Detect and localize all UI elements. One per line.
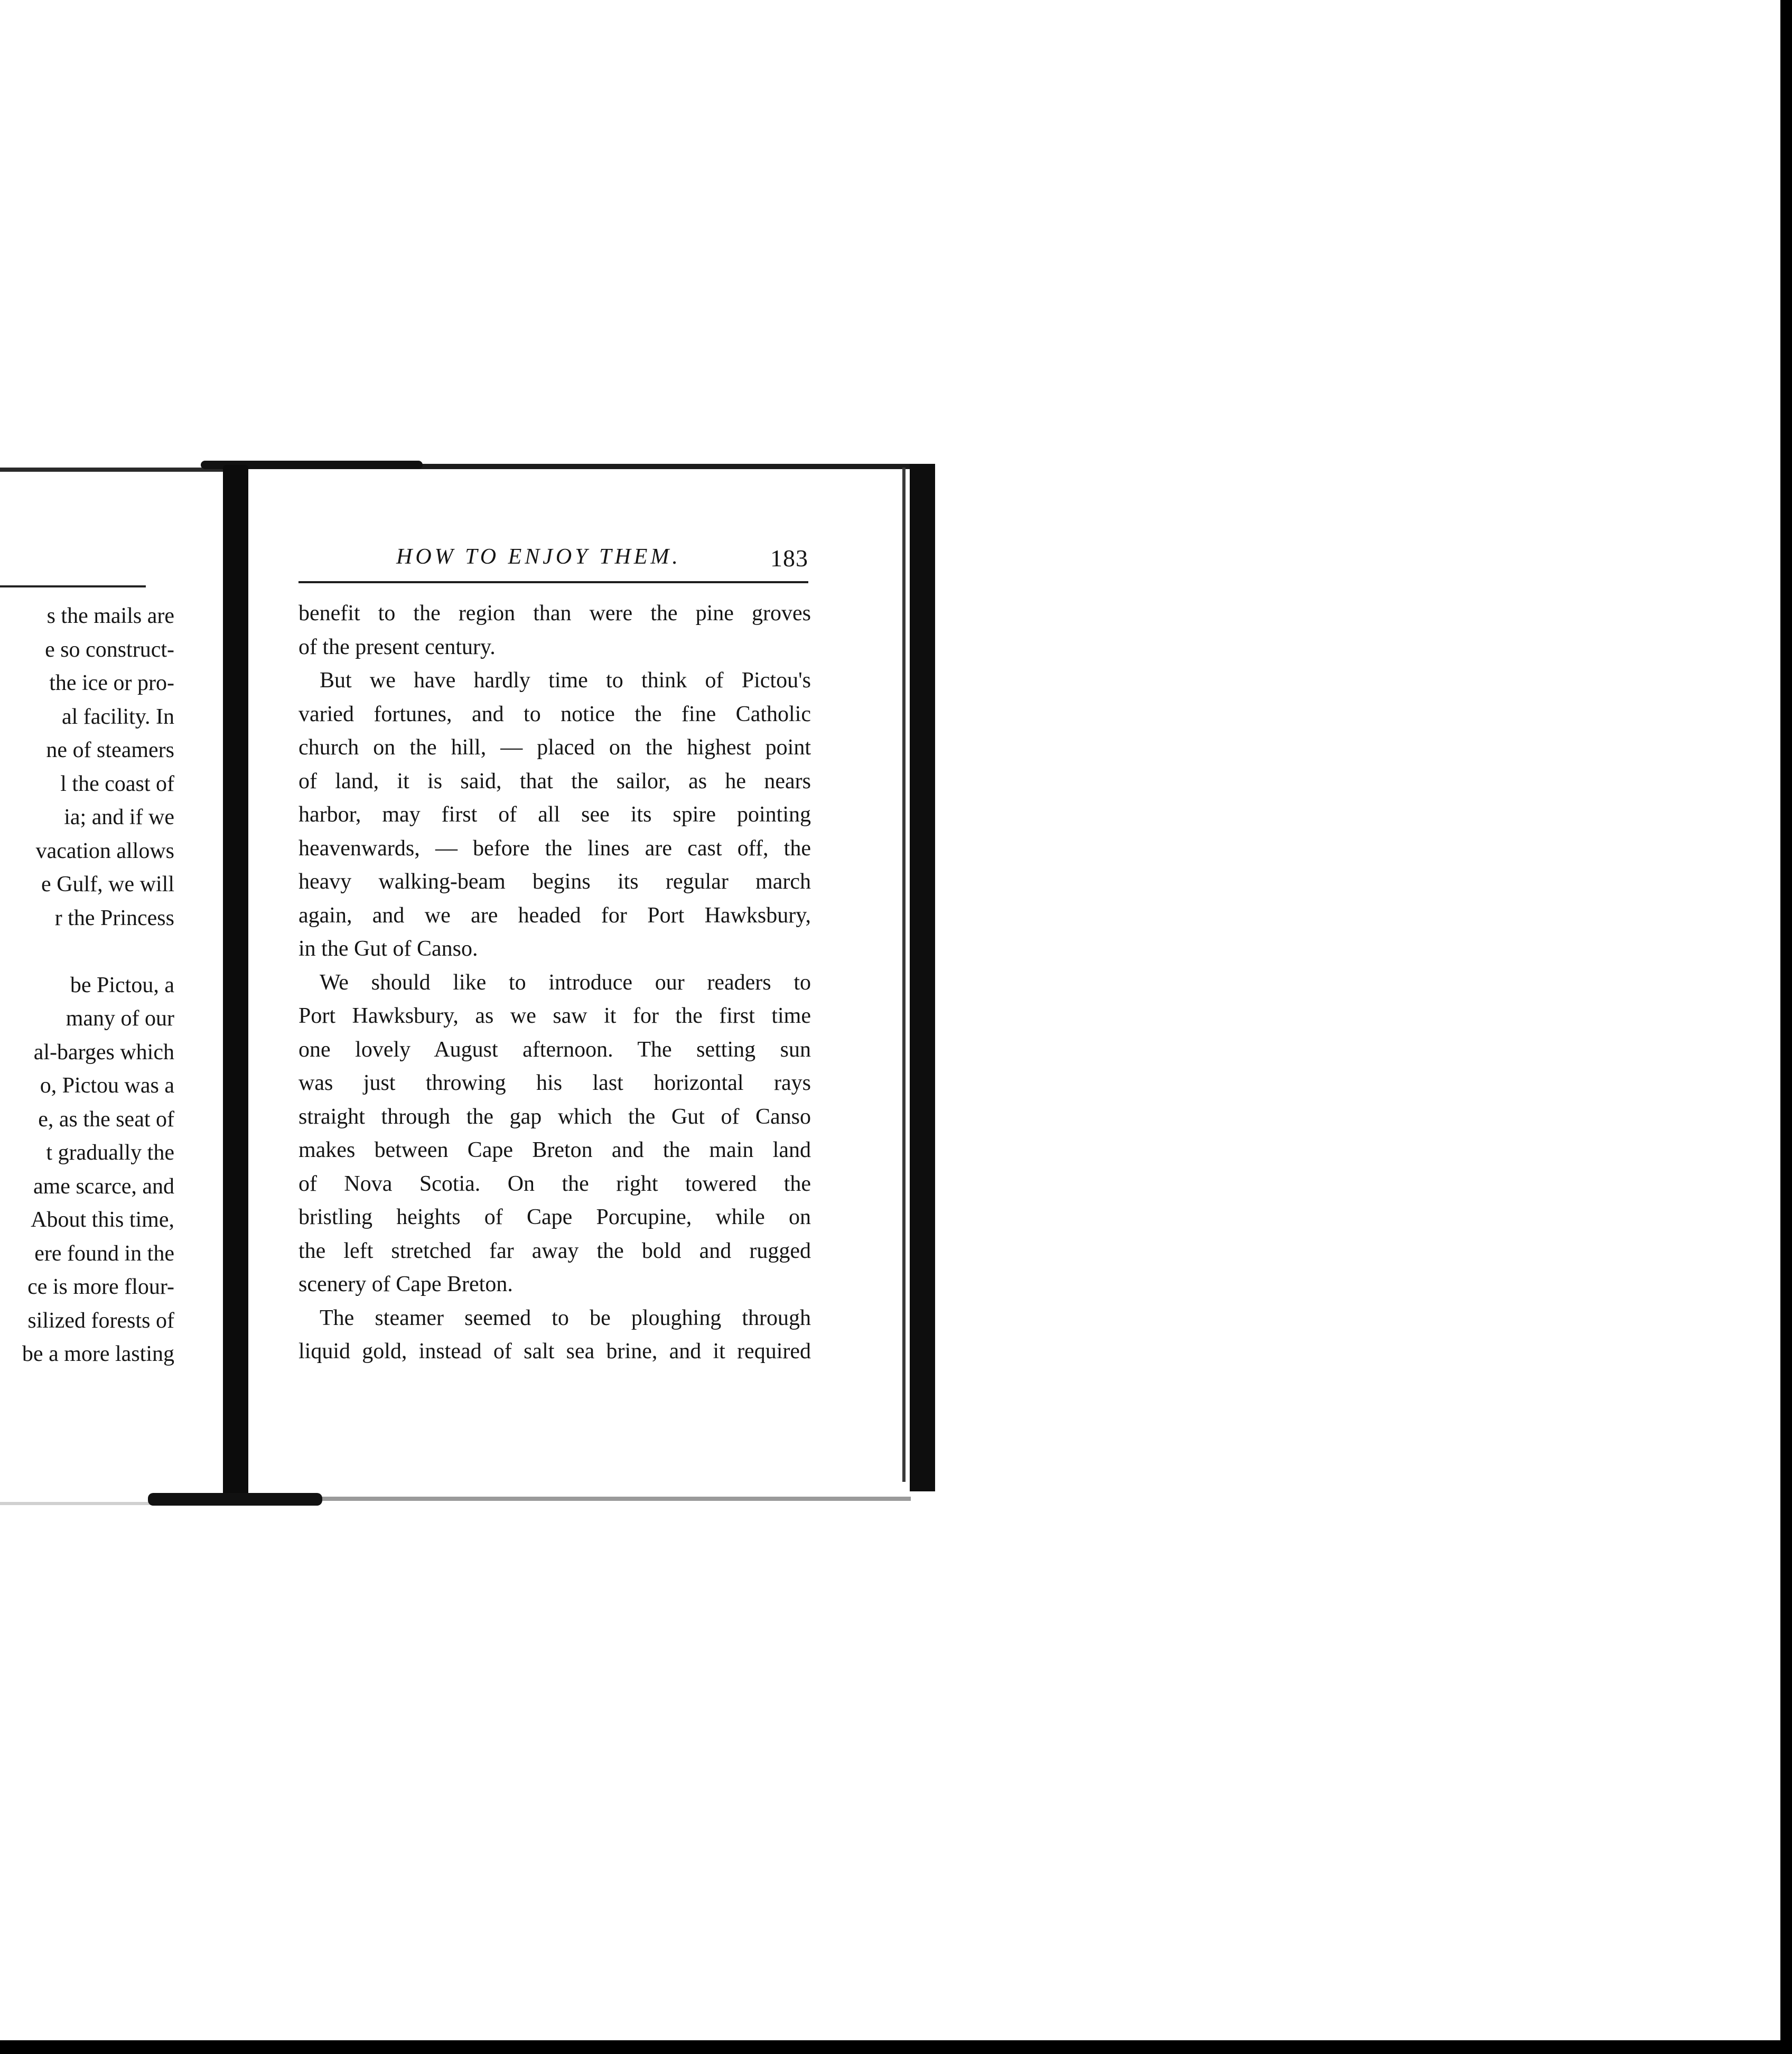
running-head-title: HOW TO ENJOY THEM.	[396, 545, 681, 569]
page-number: 183	[770, 545, 808, 572]
left-page-line: vacation allows	[35, 838, 174, 863]
text-line: We should like to introduce our readers to	[320, 970, 811, 995]
text-line: makes between Cape Breton and the main land	[298, 1138, 811, 1162]
scan-edge-right	[1780, 0, 1792, 2054]
text-line: The steamer seemed to be ploughing through	[320, 1305, 811, 1330]
left-page-line: l the coast of	[60, 771, 174, 796]
text-line: bristling heights of Cape Porcupine, while on	[298, 1205, 811, 1229]
text-line: of Nova Scotia. On the right towered the	[298, 1171, 811, 1196]
text-line: of land, it is said, that the sailor, as he nears	[298, 769, 811, 793]
text-line: harbor, may first of all see its spire pointing	[298, 802, 811, 827]
text-line: heavenwards, — before the lines are cast off, the	[298, 836, 811, 861]
text-line: straight through the gap which the Gut of Canso	[298, 1104, 811, 1129]
left-page-line: be Pictou, a	[70, 973, 174, 997]
book-spine-bottom	[148, 1493, 322, 1506]
left-page-line: al-barges which	[33, 1040, 174, 1065]
text-line: varied fortunes, and to notice the fine Catholic	[298, 702, 811, 726]
text-line: of the present century.	[298, 634, 496, 659]
text-line: Port Hawksbury, as we saw it for the first time	[298, 1004, 811, 1028]
page-edge-line	[902, 468, 906, 1482]
left-page-head-rule	[0, 585, 146, 587]
book-gutter	[223, 465, 248, 1506]
left-page-text	[0, 600, 174, 1371]
left-page-line: e so construct-	[45, 637, 174, 662]
left-page-line: be a more lasting	[22, 1342, 174, 1366]
left-page-line: ame scarce, and	[33, 1174, 174, 1199]
text-line: scenery of Cape Breton.	[298, 1272, 513, 1296]
left-page-line: e Gulf, we will	[41, 872, 174, 897]
running-head-rule	[298, 581, 808, 583]
left-page-line: About this time,	[31, 1208, 174, 1232]
text-line: benefit to the region than were the pine groves	[298, 601, 811, 625]
book-fore-edge	[910, 464, 935, 1491]
left-page-line: o, Pictou was a	[40, 1073, 174, 1098]
left-page-line: ne of steamers	[46, 738, 174, 762]
running-head	[298, 540, 808, 577]
text-line: was just throwing his last horizontal rays	[298, 1071, 811, 1095]
left-page-line: s the mails are	[46, 604, 174, 628]
text-line: one lovely August afternoon. The setting sun	[298, 1037, 811, 1062]
left-page-line: ere found in the	[34, 1241, 174, 1266]
text-line: liquid gold, instead of salt sea brine, and it required	[298, 1339, 811, 1364]
left-page-line: ia; and if we	[64, 805, 174, 829]
left-page-line: r the Princess	[54, 905, 174, 930]
scan-edge-bottom	[0, 2040, 1792, 2054]
left-page-line: al facility. In	[61, 704, 174, 729]
text-line: in the Gut of Canso.	[298, 937, 478, 961]
text-line: again, and we are headed for Port Hawksbury,	[298, 903, 811, 928]
left-page-line: t gradually the	[46, 1141, 174, 1165]
text-line: the left stretched far away the bold and rugged	[298, 1238, 811, 1263]
left-page-line: ce is more flour-	[27, 1275, 174, 1299]
left-page-line: silized forests of	[27, 1308, 174, 1333]
left-page-line: many of our	[66, 1006, 174, 1031]
text-line: church on the hill, — placed on the highest point	[298, 735, 811, 760]
left-page-line	[0, 935, 174, 969]
text-line: But we have hardly time to think of Pictou's	[320, 668, 811, 693]
text-line: heavy walking-beam begins its regular march	[298, 870, 811, 894]
right-page-text	[298, 597, 811, 1369]
left-page-line: e, as the seat of	[38, 1107, 174, 1132]
left-page-line: the ice or pro-	[49, 671, 174, 695]
